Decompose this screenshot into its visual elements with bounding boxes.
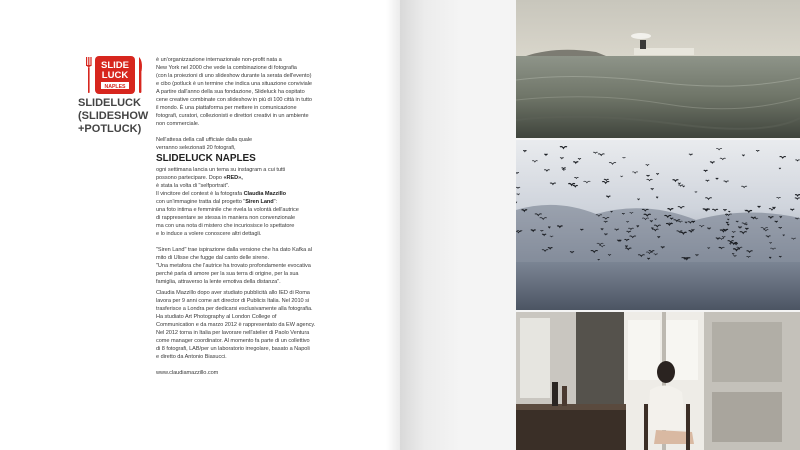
- bird-mark: [769, 257, 771, 258]
- text-line: è un'organizzazione internazionale non-profit nata a: [156, 57, 282, 63]
- bird-mark: [625, 246, 628, 247]
- text-line: e cibo (potluck è un termine che indica una situazione conviviale: [156, 81, 312, 87]
- bird-mark: [651, 228, 653, 229]
- text-line: Nell'attesa della call ufficiale dalla quale: [156, 137, 253, 143]
- side-title-line: +POTLUCK): [78, 123, 142, 135]
- book-spine: [386, 0, 400, 450]
- text-line: e diretto da Antonio Biasucci.: [156, 354, 227, 360]
- bird-mark: [783, 235, 785, 236]
- text-line: Nel 2012 torna in Italia per lavorare nell'atelier di Paolo Ventura: [156, 330, 310, 336]
- call-paragraph: [156, 136, 361, 152]
- logo-sub: NAPLES: [104, 83, 126, 90]
- bird-mark: [656, 197, 658, 198]
- text-line: il mondo. È una piattaforma per mettere in comunicazione: [156, 105, 297, 111]
- text-line: Communication e da marzo 2012 è rappresentato da EW agency.: [156, 322, 316, 328]
- text-line: mito di Ulisse che fugge dal canto delle sirene.: [156, 255, 269, 261]
- biography-paragraph: [156, 289, 361, 361]
- knife-icon: [139, 57, 142, 93]
- website-link[interactable]: www.claudiamazzillo.com: [156, 370, 219, 376]
- intro-paragraph: [156, 56, 361, 128]
- red-theme: «RED»,: [223, 175, 243, 181]
- bird-mark: [780, 217, 782, 218]
- text-line: lavora per 9 anni come art director di Publicis Italia. Nel 2010 si: [156, 298, 310, 304]
- text-line: è stata la volta di "selfportrait".: [156, 183, 230, 189]
- bird-mark: [610, 211, 612, 212]
- text-line: "Una metafora che l'autrice ha trovato profondamente evocativa: [156, 263, 311, 269]
- bird-mark: [732, 237, 735, 238]
- text-line: [156, 190, 361, 198]
- text-line: fotografi, curatori, collezionisti e direttori creativi in un ambiente: [156, 113, 309, 119]
- project-name: Siren Land: [245, 199, 274, 205]
- text-line: di 8 fotografi, LAB/per un laboratorio irregolare, basato a Napoli: [156, 346, 310, 352]
- text-line: e lo induce a volere conoscere altri dettagli.: [156, 231, 262, 237]
- section-heading: SLIDELUCK NAPLES: [156, 153, 256, 164]
- text-line: non commerciale.: [156, 121, 200, 127]
- text-line: perché parla di amore per la sua terra di origine, per la sua: [156, 271, 299, 277]
- bird-mark: [619, 240, 622, 241]
- text-line: trasferisce a Londra per dedicarsi esclusivamente alla fotografia.: [156, 306, 313, 312]
- logo-line1: SLIDE: [101, 60, 129, 71]
- winner-name: Claudia Mazzillo: [243, 191, 286, 197]
- text-line: [156, 174, 361, 182]
- text-line: di rappresentare se stessa in maniera non convenzionale: [156, 215, 296, 221]
- photo-birds-sea: [516, 140, 800, 310]
- slideluck-logo: [84, 55, 148, 95]
- text-line: ogni settimana lancia un tema su instagram a cui tutti: [156, 167, 286, 173]
- text-segment: Il vincitore del contest è la fotografa: [156, 191, 244, 197]
- text-line: come manager coordinator. Al momento fa parte di un collettivo: [156, 338, 310, 344]
- text-segment: ":: [273, 199, 278, 205]
- text-line: (con la proiezioni di uno slideshow durante la serata dell'evento): [156, 73, 312, 79]
- side-title: [78, 97, 149, 136]
- text-line: una foto intima e femminile che rivela la volontà dell'autrice: [156, 207, 299, 213]
- side-title-line: (SLIDESHOW: [78, 110, 149, 122]
- text-segment: con un'immagine tratta dal progetto ": [156, 199, 246, 205]
- text-line: New York nel 2000 che vede la combinazione di fotografia: [156, 65, 297, 71]
- bird-mark: [637, 226, 639, 227]
- text-line: cene creative combinate con slideshow in più di 100 città in tutto: [156, 97, 312, 103]
- text-line: verranno selezionati 20 fotografi,: [156, 145, 236, 151]
- fork-icon: [86, 57, 92, 93]
- text-line: A partire dall'anno della sua fondazione, Slideluck ha ospitato: [156, 89, 305, 95]
- text-segment: possono partecipare. Dopo: [156, 175, 224, 181]
- text-line: "Siren Land" trae ispirazione dalla versione che ha dato Kafka al: [156, 247, 312, 253]
- logo-line2: LUCK: [101, 70, 129, 81]
- photo-woman-window: [516, 312, 800, 450]
- text-line: [156, 198, 361, 206]
- text-line: ma con una nota di mistero che incuriosisce lo spettatore: [156, 223, 295, 229]
- bird-mark: [727, 224, 729, 225]
- text-line: famiglia, attraverso la lente emotiva della distanza".: [156, 279, 281, 285]
- article-body: [156, 56, 361, 377]
- siren-land-paragraph: [156, 246, 361, 286]
- side-title-line: SLIDELUCK: [78, 97, 141, 109]
- text-line: Claudia Mazzillo dopo aver studiato pubblicità allo IED di Roma: [156, 290, 310, 296]
- bird-mark: [548, 227, 550, 228]
- contest-paragraph: [156, 166, 361, 238]
- photo-sea-boat: [516, 0, 800, 138]
- text-line: Ha studiato Art Photography al London College of: [156, 314, 277, 320]
